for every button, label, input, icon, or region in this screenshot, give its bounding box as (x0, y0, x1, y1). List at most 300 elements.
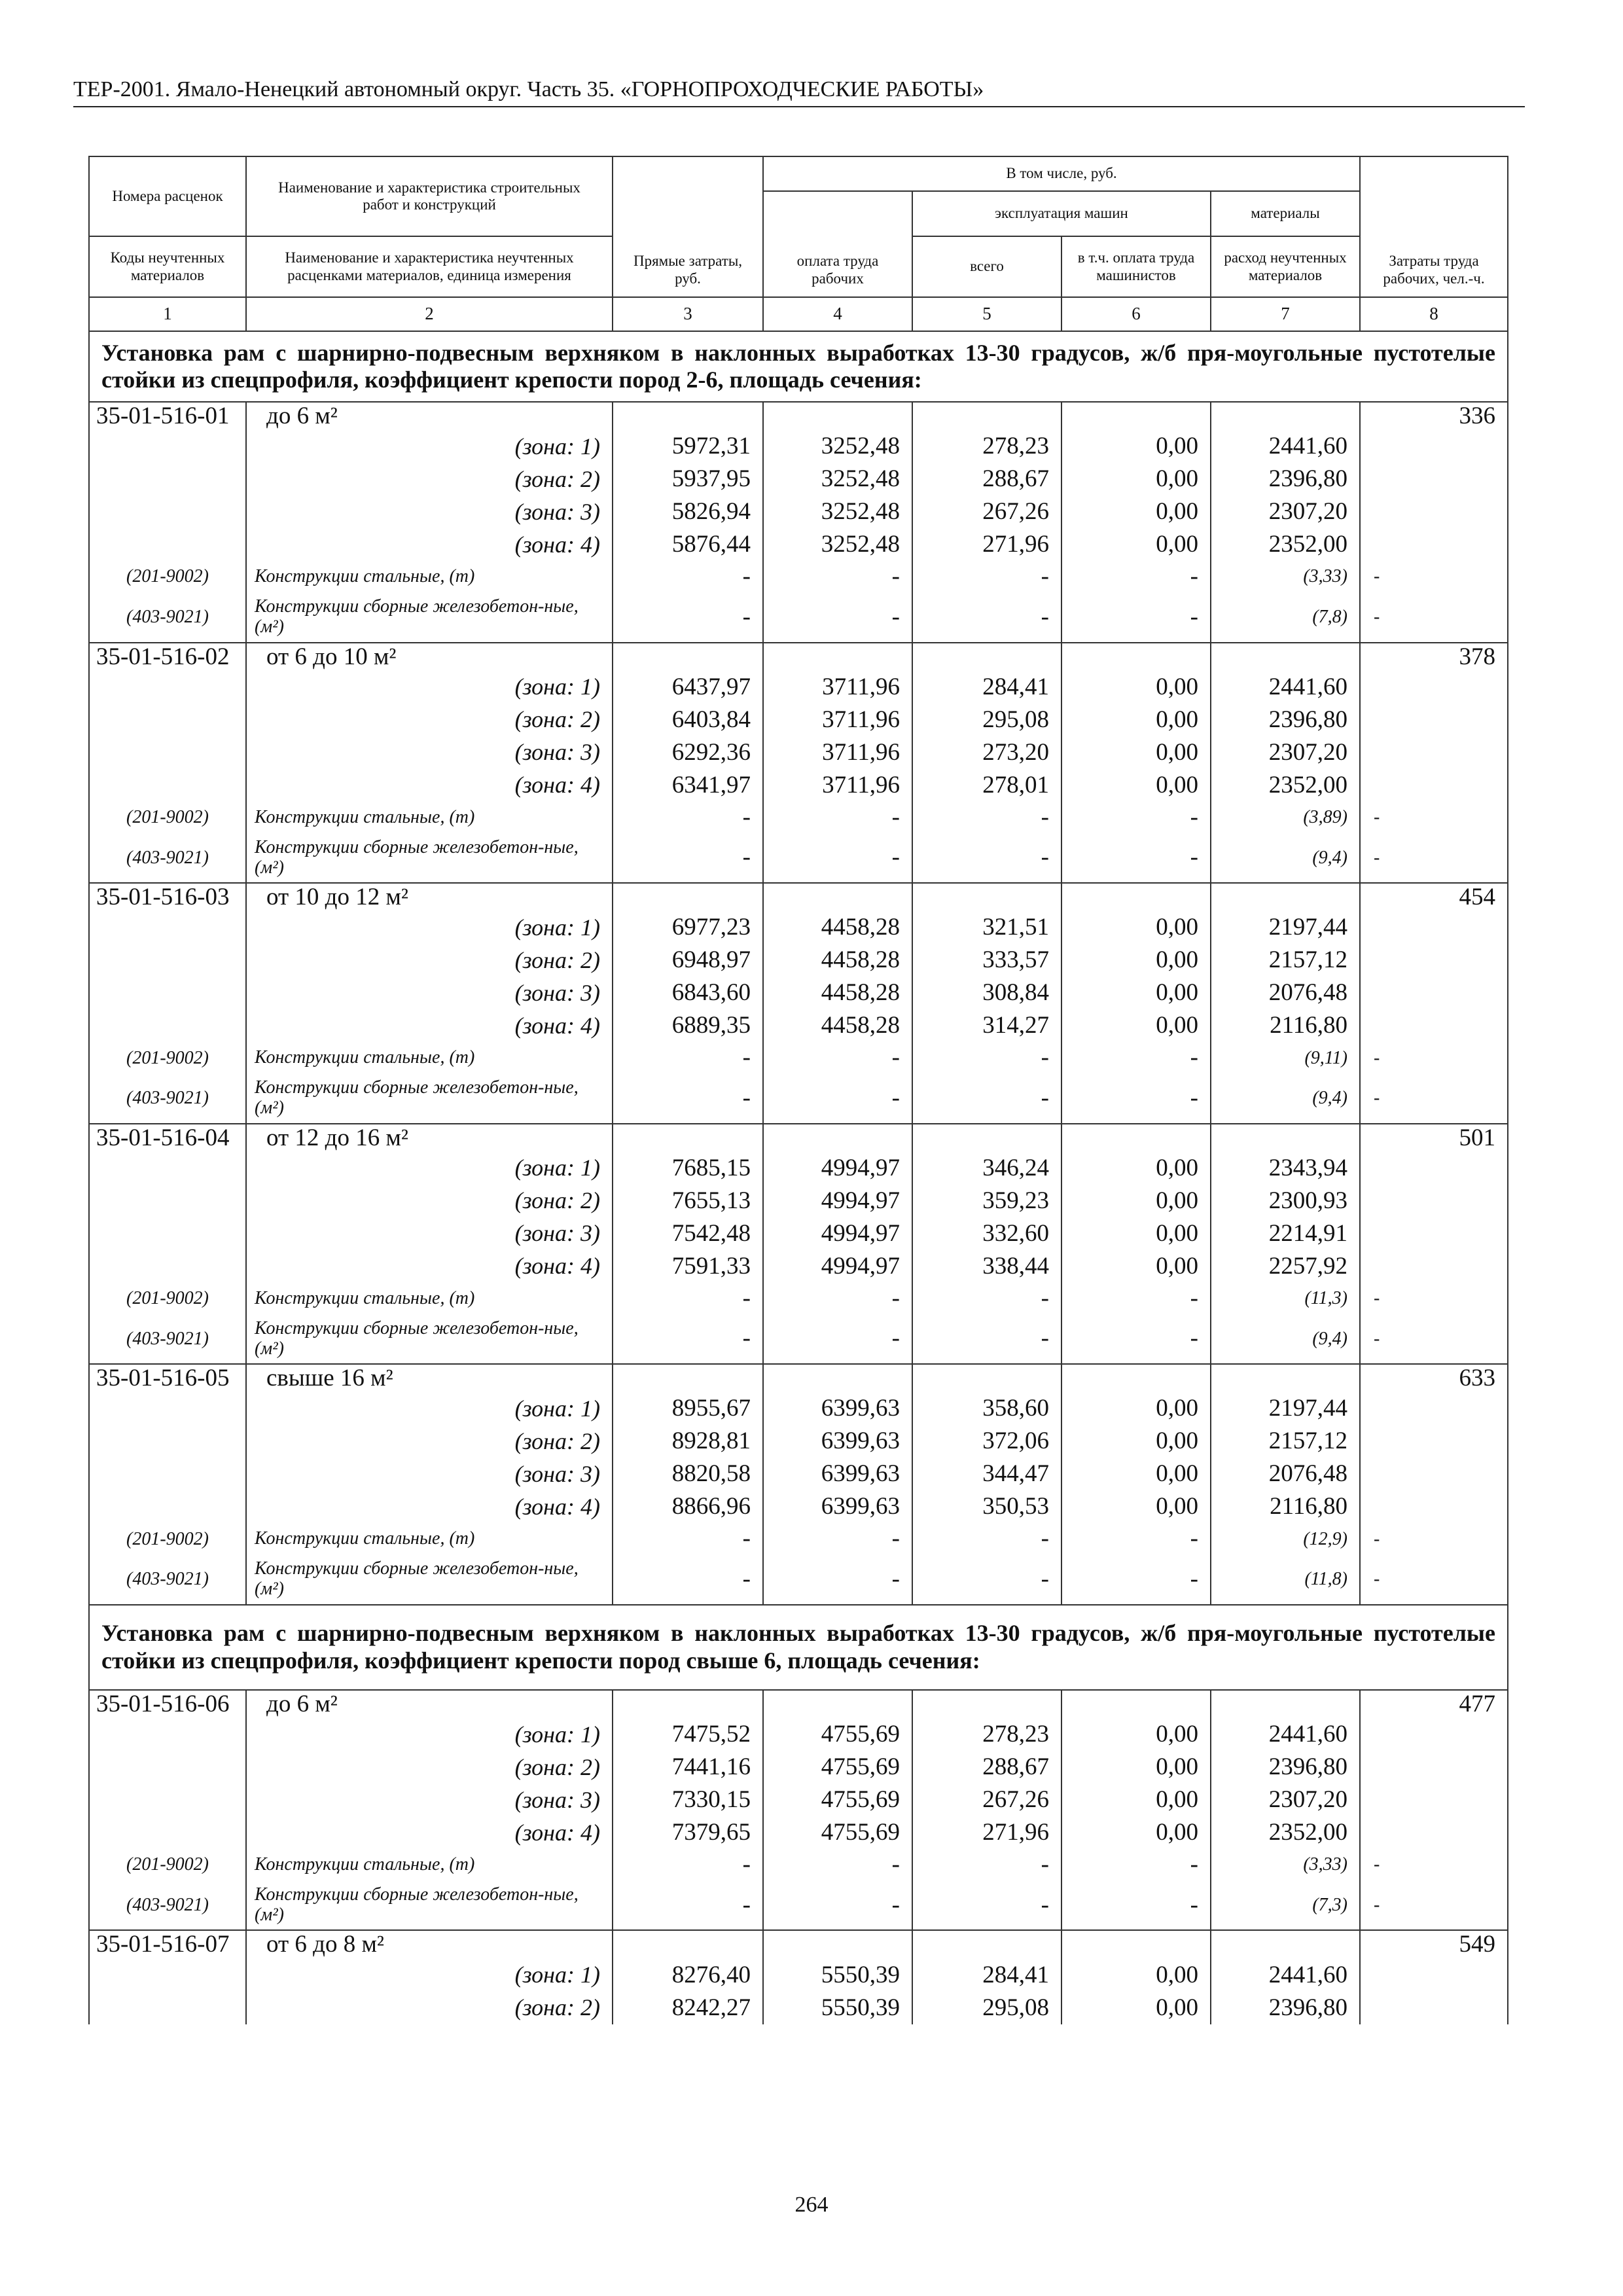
direct-cost: 8820,58 (613, 1458, 763, 1491)
material-name: Конструкции сборные железобетон-ные, (м²) (246, 1314, 613, 1364)
wages-cost: 4994,97 (763, 1217, 912, 1250)
empty-cell (1360, 463, 1508, 496)
material-name: Конструкции стальные, (т) (246, 1524, 613, 1555)
direct-cost: 5972,31 (613, 431, 763, 463)
zone-label: (зона: 3) (246, 1784, 613, 1816)
material-row (89, 1555, 1508, 1605)
machines-cost: 278,23 (912, 1718, 1061, 1751)
direct-cost: 7685,15 (613, 1152, 763, 1185)
dash-cell: - (1360, 833, 1508, 883)
operators-cost: 0,00 (1061, 1458, 1211, 1491)
rate-code: 35-01-516-04 (89, 1124, 246, 1153)
empty-cell (1360, 496, 1508, 529)
zone-row (89, 1010, 1508, 1043)
zone-label: (зона: 2) (246, 944, 613, 977)
wages-cost: 5550,39 (763, 1959, 912, 1992)
operators-cost: 0,00 (1061, 1816, 1211, 1849)
materials-cost: 2307,20 (1211, 496, 1360, 529)
material-name: Конструкции стальные, (т) (246, 562, 613, 593)
dash-cell: - (613, 1555, 763, 1605)
machines-cost: 271,96 (912, 1816, 1061, 1849)
col-machines-total: всего (912, 236, 1061, 297)
rate-row (89, 1124, 1508, 1153)
wages-cost: 4458,28 (763, 912, 912, 944)
labor-value: 633 (1360, 1364, 1508, 1393)
empty-cell (763, 1690, 912, 1719)
material-code: (403-9021) (89, 593, 246, 643)
empty-cell (89, 1393, 246, 1426)
empty-cell (1360, 1217, 1508, 1250)
empty-cell (1061, 402, 1211, 431)
direct-cost: 7330,15 (613, 1784, 763, 1816)
zone-row (89, 1217, 1508, 1250)
material-qty: (11,8) (1211, 1555, 1360, 1605)
material-name: Конструкции стальные, (т) (246, 1043, 613, 1074)
materials-cost: 2157,12 (1211, 1426, 1360, 1458)
empty-cell (1211, 1690, 1360, 1719)
material-row (89, 1074, 1508, 1124)
dash-cell: - (1360, 802, 1508, 833)
dash-cell: - (1360, 1555, 1508, 1605)
dash-cell: - (613, 1314, 763, 1364)
empty-cell (1360, 1959, 1508, 1992)
empty-cell (1360, 1718, 1508, 1751)
empty-cell (1360, 1185, 1508, 1217)
zone-row (89, 1152, 1508, 1185)
materials-cost: 2157,12 (1211, 944, 1360, 977)
empty-cell (89, 1217, 246, 1250)
empty-cell (1360, 1491, 1508, 1524)
dash-cell: - (613, 1283, 763, 1314)
table-head (89, 156, 1508, 331)
empty-cell (912, 1364, 1061, 1393)
material-row (89, 802, 1508, 833)
col-direct: Прямые затраты, руб. (613, 156, 763, 297)
section-title: Установка рам с шарнирно-подвесным верхняком в наклонных выработках 13-30 градусов, ж/б пря-моугольные пустотелые стойки из спецпрофиля, коэффициент крепости пород 2-6, площадь сечения: (89, 331, 1508, 402)
material-qty: (12,9) (1211, 1524, 1360, 1555)
dash-cell: - (912, 1074, 1061, 1124)
machines-cost: 278,23 (912, 431, 1061, 463)
empty-cell (912, 883, 1061, 912)
rate-code: 35-01-516-01 (89, 402, 246, 431)
zone-row (89, 431, 1508, 463)
zone-label: (зона: 2) (246, 704, 613, 736)
empty-cell (912, 1124, 1061, 1153)
wages-cost: 4458,28 (763, 944, 912, 977)
empty-cell (1360, 1426, 1508, 1458)
operators-cost: 0,00 (1061, 529, 1211, 562)
wages-cost: 6399,63 (763, 1426, 912, 1458)
labor-value: 477 (1360, 1690, 1508, 1719)
rate-row (89, 1930, 1508, 1959)
col-incl: В том числе, руб. (763, 156, 1360, 191)
direct-cost: 6889,35 (613, 1010, 763, 1043)
direct-cost: 6843,60 (613, 977, 763, 1010)
machines-cost: 295,08 (912, 704, 1061, 736)
zone-label: (зона: 2) (246, 463, 613, 496)
operators-cost: 0,00 (1061, 769, 1211, 802)
direct-cost: 6341,97 (613, 769, 763, 802)
machines-cost: 358,60 (912, 1393, 1061, 1426)
direct-cost: 7542,48 (613, 1217, 763, 1250)
zone-label: (зона: 4) (246, 1250, 613, 1283)
materials-cost: 2441,60 (1211, 431, 1360, 463)
operators-cost: 0,00 (1061, 1426, 1211, 1458)
rate-label: до 6 м² (246, 402, 613, 431)
dash-cell: - (763, 593, 912, 643)
operators-cost: 0,00 (1061, 1250, 1211, 1283)
material-name: Конструкции стальные, (т) (246, 802, 613, 833)
empty-cell (763, 883, 912, 912)
machines-cost: 284,41 (912, 671, 1061, 704)
empty-cell (763, 1124, 912, 1153)
zone-row (89, 1718, 1508, 1751)
empty-cell (89, 1816, 246, 1849)
dash-cell: - (912, 1880, 1061, 1930)
direct-cost: 5826,94 (613, 496, 763, 529)
zone-row (89, 463, 1508, 496)
empty-cell (1360, 431, 1508, 463)
materials-cost: 2352,00 (1211, 1816, 1360, 1849)
machines-cost: 271,96 (912, 529, 1061, 562)
materials-cost: 2396,80 (1211, 1992, 1360, 2024)
materials-cost: 2076,48 (1211, 977, 1360, 1010)
dash-cell: - (1360, 1314, 1508, 1364)
machines-cost: 350,53 (912, 1491, 1061, 1524)
machines-cost: 332,60 (912, 1217, 1061, 1250)
empty-cell (89, 1458, 246, 1491)
empty-cell (613, 1364, 763, 1393)
rate-code: 35-01-516-05 (89, 1364, 246, 1393)
rate-code: 35-01-516-02 (89, 643, 246, 672)
wages-cost: 4994,97 (763, 1250, 912, 1283)
dash-cell: - (912, 1043, 1061, 1074)
machines-cost: 338,44 (912, 1250, 1061, 1283)
wages-cost: 5550,39 (763, 1992, 912, 2024)
wages-cost: 4755,69 (763, 1718, 912, 1751)
zone-row (89, 1426, 1508, 1458)
material-code: (403-9021) (89, 1074, 246, 1124)
material-code: (403-9021) (89, 1555, 246, 1605)
rate-label: свыше 16 м² (246, 1364, 613, 1393)
material-name: Конструкции стальные, (т) (246, 1283, 613, 1314)
operators-cost: 0,00 (1061, 1784, 1211, 1816)
empty-cell (1360, 1784, 1508, 1816)
empty-cell (89, 431, 246, 463)
dash-cell: - (613, 833, 763, 883)
empty-cell (89, 912, 246, 944)
machines-cost: 267,26 (912, 1784, 1061, 1816)
material-row (89, 833, 1508, 883)
wages-cost: 3711,96 (763, 736, 912, 769)
operators-cost: 0,00 (1061, 1393, 1211, 1426)
empty-cell (613, 1930, 763, 1959)
col-name-bottom: Наименование и характеристика неучтенных расценками материалов, единица измерения (246, 236, 613, 297)
dash-cell: - (613, 593, 763, 643)
direct-cost: 6403,84 (613, 704, 763, 736)
col-code-top: Номера расценок (89, 156, 246, 236)
zone-label: (зона: 4) (246, 1010, 613, 1043)
rate-code: 35-01-516-03 (89, 883, 246, 912)
empty-cell (89, 1152, 246, 1185)
wages-cost: 3252,48 (763, 463, 912, 496)
machines-cost: 288,67 (912, 463, 1061, 496)
empty-cell (89, 769, 246, 802)
zone-label: (зона: 2) (246, 1751, 613, 1784)
dash-cell: - (1061, 1043, 1211, 1074)
empty-cell (912, 1930, 1061, 1959)
empty-cell (1061, 1124, 1211, 1153)
direct-cost: 6977,23 (613, 912, 763, 944)
dash-cell: - (912, 802, 1061, 833)
dash-cell: - (613, 802, 763, 833)
operators-cost: 0,00 (1061, 1959, 1211, 1992)
dash-cell: - (1061, 593, 1211, 643)
materials-cost: 2300,93 (1211, 1185, 1360, 1217)
dash-cell: - (1061, 562, 1211, 593)
operators-cost: 0,00 (1061, 944, 1211, 977)
empty-cell (89, 1992, 246, 2024)
rate-row (89, 1364, 1508, 1393)
zone-row (89, 496, 1508, 529)
material-qty: (9,4) (1211, 1074, 1360, 1124)
running-header: ТЕР-2001. Ямало-Ненецкий автономный округ. Часть 35. «ГОРНОПРОХОДЧЕСКИЕ РАБОТЫ» (73, 77, 1525, 107)
empty-cell (89, 1426, 246, 1458)
zone-row (89, 671, 1508, 704)
operators-cost: 0,00 (1061, 496, 1211, 529)
direct-cost: 7591,33 (613, 1250, 763, 1283)
zone-label: (зона: 2) (246, 1992, 613, 2024)
zone-row (89, 704, 1508, 736)
dash-cell: - (1360, 1043, 1508, 1074)
materials-cost: 2441,60 (1211, 1718, 1360, 1751)
operators-cost: 0,00 (1061, 463, 1211, 496)
materials-cost: 2307,20 (1211, 1784, 1360, 1816)
empty-cell (1360, 1816, 1508, 1849)
dash-cell: - (912, 1555, 1061, 1605)
material-row (89, 1314, 1508, 1364)
empty-cell (613, 1124, 763, 1153)
dash-cell: - (912, 1283, 1061, 1314)
materials-cost: 2343,94 (1211, 1152, 1360, 1185)
column-index-row (89, 297, 1508, 331)
dash-cell: - (912, 562, 1061, 593)
labor-value: 454 (1360, 883, 1508, 912)
zone-row (89, 977, 1508, 1010)
dash-cell: - (763, 1043, 912, 1074)
empty-cell (1061, 883, 1211, 912)
dash-cell: - (1061, 1555, 1211, 1605)
col-index: 2 (246, 297, 613, 331)
material-name: Конструкции сборные железобетон-ные, (м²) (246, 1555, 613, 1605)
direct-cost: 8866,96 (613, 1491, 763, 1524)
materials-cost: 2116,80 (1211, 1010, 1360, 1043)
zone-label: (зона: 1) (246, 431, 613, 463)
rate-label: до 6 м² (246, 1690, 613, 1719)
dash-cell: - (763, 1074, 912, 1124)
material-qty: (7,3) (1211, 1880, 1360, 1930)
dash-cell: - (763, 1524, 912, 1555)
wages-cost: 3711,96 (763, 769, 912, 802)
operators-cost: 0,00 (1061, 704, 1211, 736)
rate-row (89, 883, 1508, 912)
empty-cell (89, 1751, 246, 1784)
material-name: Конструкции сборные железобетон-ные, (м²) (246, 1880, 613, 1930)
zone-row (89, 1751, 1508, 1784)
zone-label: (зона: 2) (246, 1426, 613, 1458)
labor-value: 378 (1360, 643, 1508, 672)
col-index: 1 (89, 297, 246, 331)
labor-value: 336 (1360, 402, 1508, 431)
zone-label: (зона: 4) (246, 1491, 613, 1524)
empty-cell (1211, 883, 1360, 912)
dash-cell: - (1061, 1880, 1211, 1930)
operators-cost: 0,00 (1061, 1718, 1211, 1751)
materials-cost: 2441,60 (1211, 1959, 1360, 1992)
operators-cost: 0,00 (1061, 1152, 1211, 1185)
dash-cell: - (763, 802, 912, 833)
empty-cell (89, 944, 246, 977)
empty-cell (1061, 1930, 1211, 1959)
operators-cost: 0,00 (1061, 1751, 1211, 1784)
empty-cell (1211, 402, 1360, 431)
material-qty: (9,11) (1211, 1043, 1360, 1074)
col-code-bottom: Коды неучтенных материалов (89, 236, 246, 297)
machines-cost: 344,47 (912, 1458, 1061, 1491)
material-name: Конструкции сборные железобетон-ные, (м²) (246, 1074, 613, 1124)
zone-label: (зона: 4) (246, 529, 613, 562)
operators-cost: 0,00 (1061, 736, 1211, 769)
dash-cell: - (1360, 1524, 1508, 1555)
wages-cost: 4994,97 (763, 1152, 912, 1185)
empty-cell (89, 704, 246, 736)
dash-cell: - (912, 1314, 1061, 1364)
wages-cost: 4755,69 (763, 1784, 912, 1816)
empty-cell (1360, 1010, 1508, 1043)
operators-cost: 0,00 (1061, 1010, 1211, 1043)
col-materials-sub: расход неучтенных материалов (1211, 236, 1360, 297)
material-code: (201-9002) (89, 1283, 246, 1314)
machines-cost: 346,24 (912, 1152, 1061, 1185)
wages-cost: 6399,63 (763, 1393, 912, 1426)
materials-cost: 2396,80 (1211, 1751, 1360, 1784)
material-code: (201-9002) (89, 562, 246, 593)
machines-cost: 295,08 (912, 1992, 1061, 2024)
zone-label: (зона: 3) (246, 496, 613, 529)
zone-row (89, 1250, 1508, 1283)
dash-cell: - (1061, 1524, 1211, 1555)
dash-cell: - (1061, 1074, 1211, 1124)
wages-cost: 3252,48 (763, 431, 912, 463)
empty-cell (1360, 1992, 1508, 2024)
rate-label: от 10 до 12 м² (246, 883, 613, 912)
wages-cost: 6399,63 (763, 1491, 912, 1524)
wages-cost: 3711,96 (763, 704, 912, 736)
rate-label: от 12 до 16 м² (246, 1124, 613, 1153)
empty-cell (1360, 1751, 1508, 1784)
material-code: (403-9021) (89, 1880, 246, 1930)
col-wages: оплата труда рабочих (763, 191, 912, 297)
col-operators: в т.ч. оплата труда машинистов (1061, 236, 1211, 297)
empty-cell (1061, 1690, 1211, 1719)
materials-cost: 2214,91 (1211, 1217, 1360, 1250)
dash-cell: - (1360, 562, 1508, 593)
empty-cell (89, 1491, 246, 1524)
empty-cell (89, 1784, 246, 1816)
material-row (89, 1849, 1508, 1880)
empty-cell (1360, 529, 1508, 562)
dash-cell: - (613, 1043, 763, 1074)
zone-label: (зона: 3) (246, 1217, 613, 1250)
material-row (89, 593, 1508, 643)
direct-cost: 6437,97 (613, 671, 763, 704)
empty-cell (1360, 1250, 1508, 1283)
empty-cell (912, 402, 1061, 431)
wages-cost: 4755,69 (763, 1816, 912, 1849)
zone-label: (зона: 3) (246, 736, 613, 769)
zone-label: (зона: 4) (246, 1816, 613, 1849)
empty-cell (89, 496, 246, 529)
dash-cell: - (763, 1849, 912, 1880)
zone-label: (зона: 1) (246, 1959, 613, 1992)
dash-cell: - (613, 1524, 763, 1555)
dash-cell: - (912, 593, 1061, 643)
section-title-row (89, 1605, 1508, 1690)
direct-cost: 5937,95 (613, 463, 763, 496)
operators-cost: 0,00 (1061, 1491, 1211, 1524)
zone-label: (зона: 1) (246, 671, 613, 704)
zone-row (89, 1393, 1508, 1426)
wages-cost: 4755,69 (763, 1751, 912, 1784)
operators-cost: 0,00 (1061, 431, 1211, 463)
zone-row (89, 769, 1508, 802)
dash-cell: - (763, 1314, 912, 1364)
labor-value: 549 (1360, 1930, 1508, 1959)
dash-cell: - (1061, 1314, 1211, 1364)
direct-cost: 6292,36 (613, 736, 763, 769)
dash-cell: - (912, 833, 1061, 883)
col-index: 4 (763, 297, 912, 331)
labor-value: 501 (1360, 1124, 1508, 1153)
material-row (89, 1880, 1508, 1930)
material-code: (201-9002) (89, 1524, 246, 1555)
dash-cell: - (1360, 1283, 1508, 1314)
dash-cell: - (763, 1880, 912, 1930)
empty-cell (1211, 1364, 1360, 1393)
rate-row (89, 1690, 1508, 1719)
materials-cost: 2396,80 (1211, 463, 1360, 496)
zone-label: (зона: 1) (246, 1393, 613, 1426)
wages-cost: 3252,48 (763, 496, 912, 529)
col-labor: Затраты труда рабочих, чел.-ч. (1360, 156, 1508, 297)
material-qty: (3,33) (1211, 562, 1360, 593)
empty-cell (1360, 1152, 1508, 1185)
operators-cost: 0,00 (1061, 1217, 1211, 1250)
materials-cost: 2307,20 (1211, 736, 1360, 769)
material-qty: (11,3) (1211, 1283, 1360, 1314)
rate-code: 35-01-516-06 (89, 1690, 246, 1719)
dash-cell: - (1061, 833, 1211, 883)
direct-cost: 8242,27 (613, 1992, 763, 2024)
operators-cost: 0,00 (1061, 1992, 1211, 2024)
zone-row (89, 1458, 1508, 1491)
direct-cost: 5876,44 (613, 529, 763, 562)
materials-cost: 2116,80 (1211, 1491, 1360, 1524)
wages-cost: 4458,28 (763, 1010, 912, 1043)
materials-cost: 2197,44 (1211, 1393, 1360, 1426)
empty-cell (89, 977, 246, 1010)
materials-cost: 2441,60 (1211, 671, 1360, 704)
